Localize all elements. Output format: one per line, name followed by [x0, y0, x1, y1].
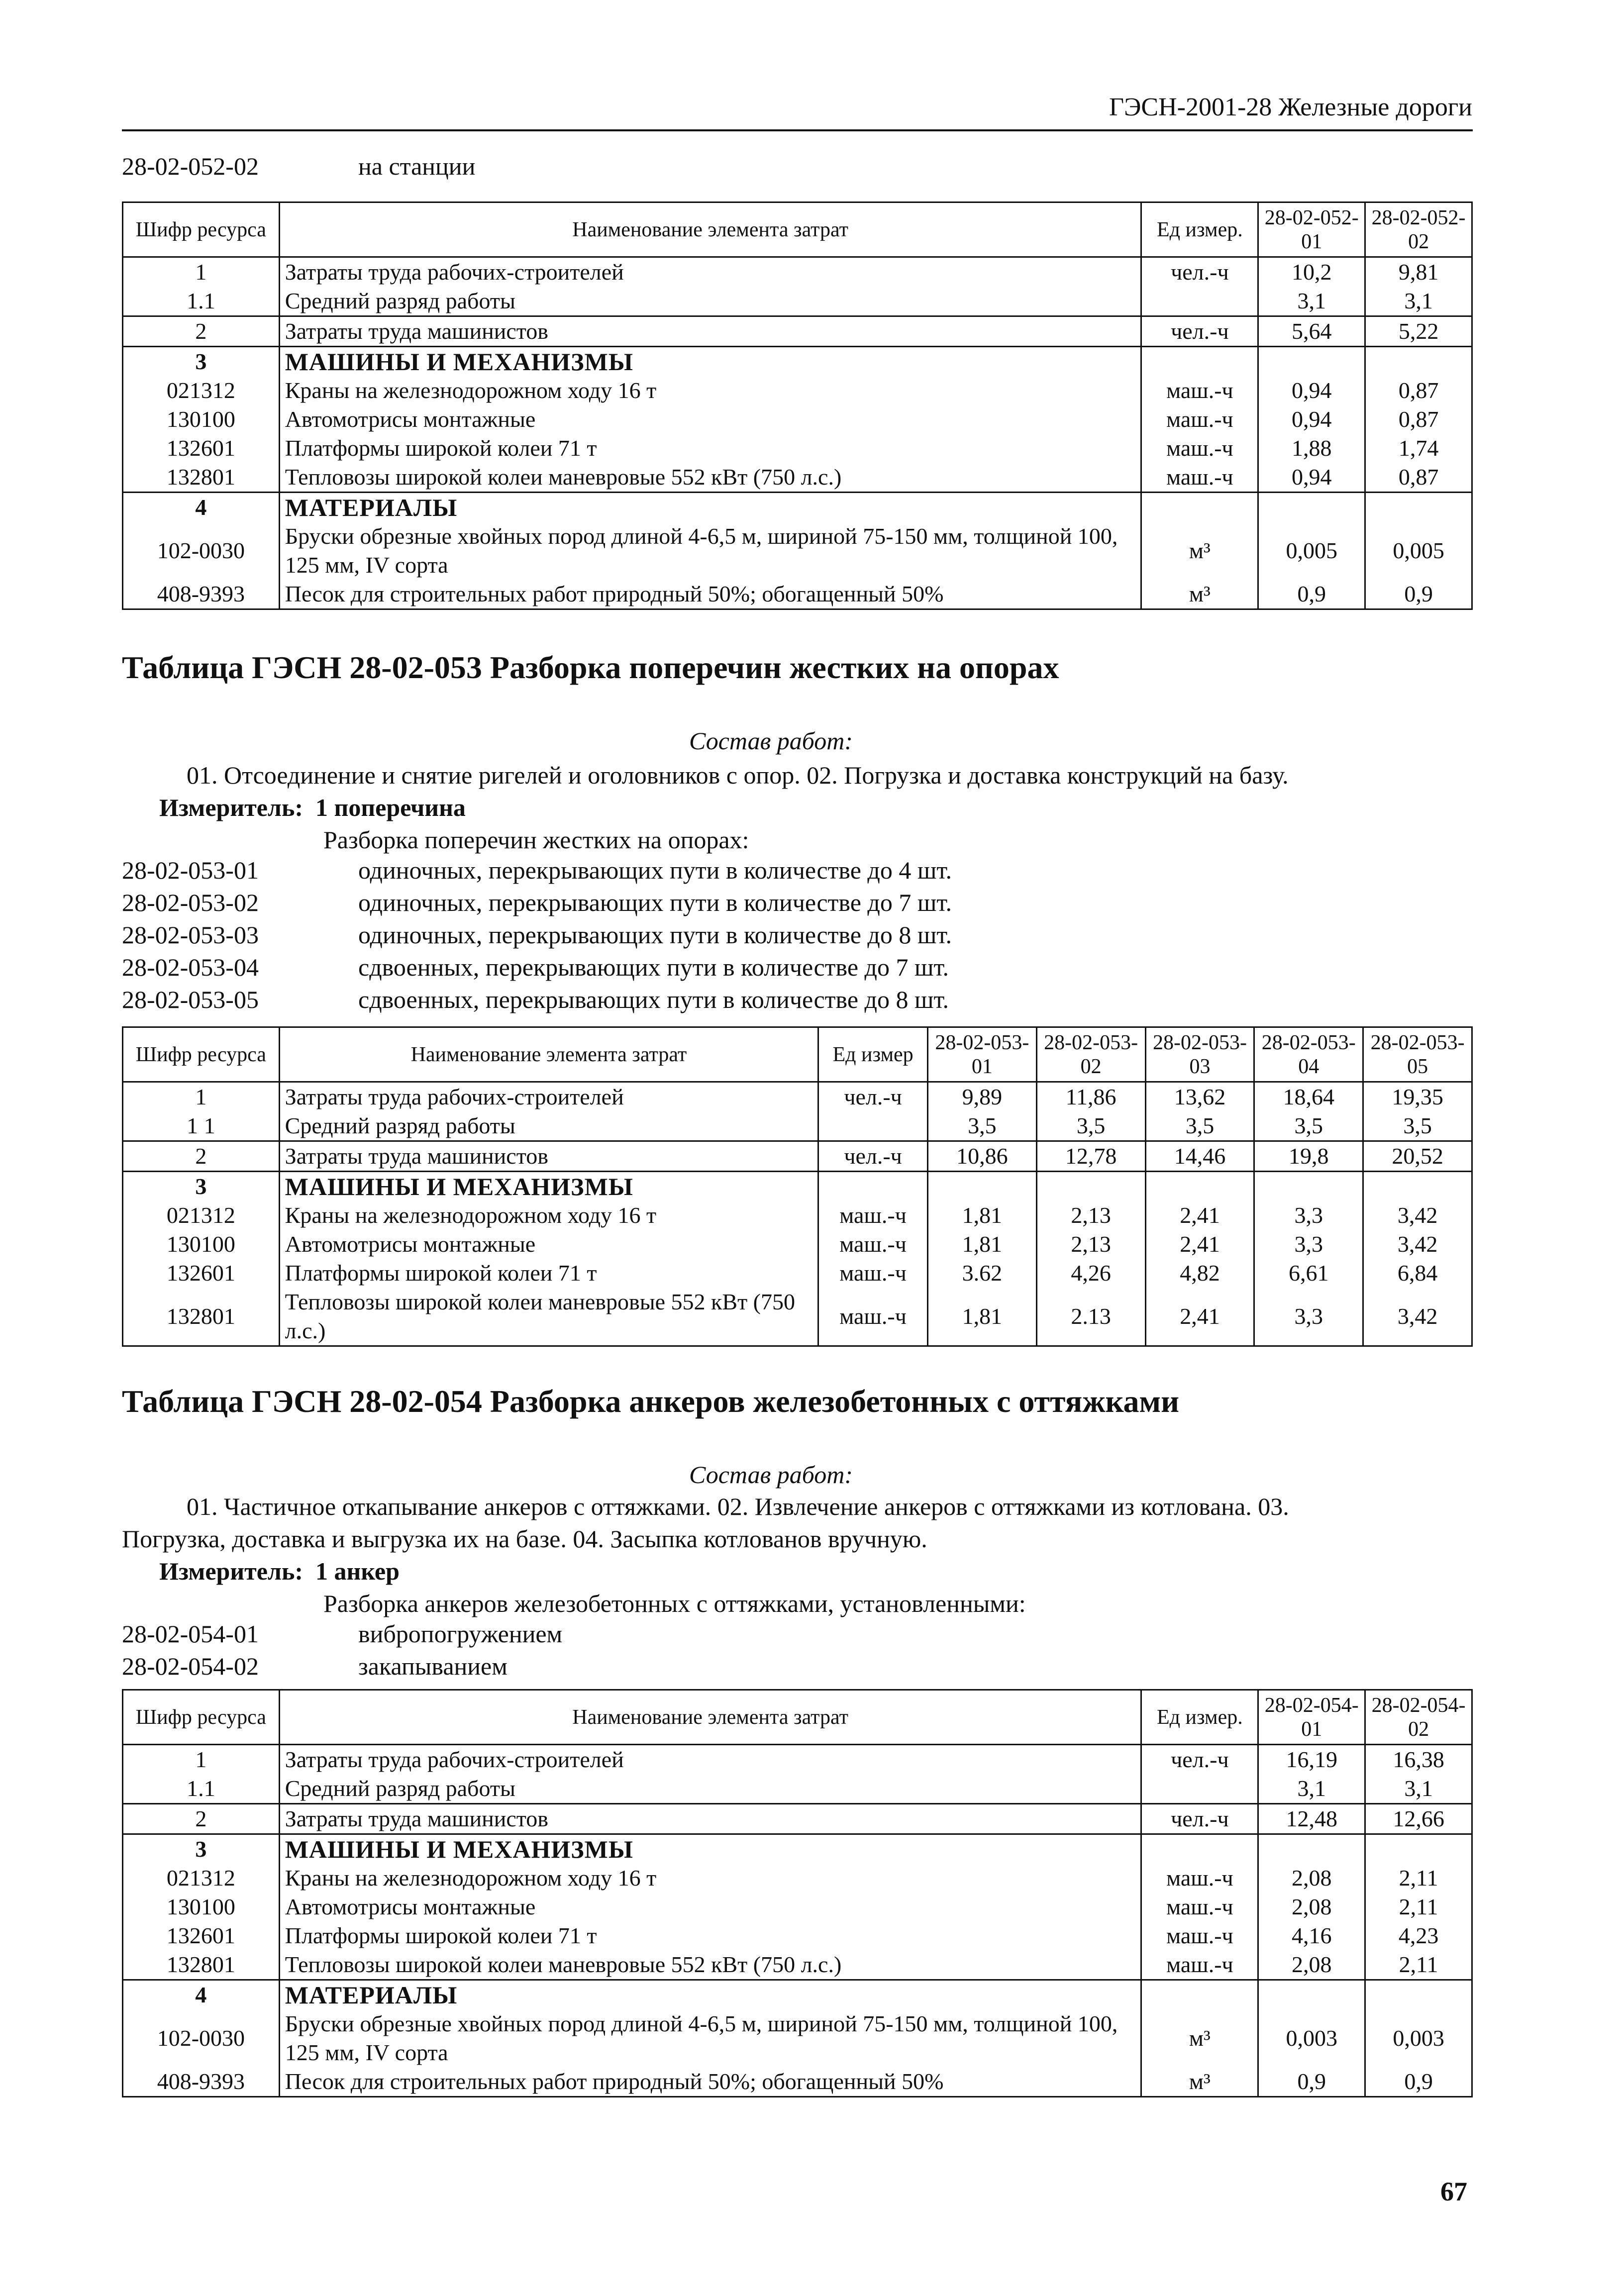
cell-value: 2,08	[1258, 1864, 1365, 1893]
col-header-054-01: 28-02-054-01	[1258, 1690, 1365, 1745]
cell-unit: м³	[1141, 2009, 1258, 2067]
cell-code: 132601	[123, 1921, 280, 1950]
table-row	[123, 1980, 1472, 2010]
item-code: 28-02-053-01	[122, 856, 259, 884]
cell-name: Затраты труда машинистов	[279, 1804, 1141, 1834]
cell-unit: маш.-ч	[1141, 1893, 1258, 1921]
cell-value: 3.62	[927, 1259, 1036, 1288]
cell-value: 18,64	[1254, 1082, 1363, 1112]
cell-value: 6,84	[1363, 1259, 1472, 1288]
table-row	[123, 1804, 1472, 1834]
cell-unit: маш.-ч	[1141, 434, 1258, 463]
cell-value: 12,48	[1258, 1804, 1365, 1834]
cell-value: 0,9	[1365, 2067, 1472, 2097]
cell-name: Бруски обрезные хвойных пород длиной 4-6,5 м, шириной 75-150 мм, толщиной 100, 125 мм, IV сорта	[279, 522, 1141, 580]
cell-value: 0,9	[1258, 580, 1365, 609]
cell-name: МАШИНЫ И МЕХАНИЗМЫ	[279, 347, 1141, 377]
item-text: вибропогружением	[358, 1620, 563, 1648]
cell-code: 2	[123, 316, 280, 347]
table-row	[123, 1893, 1472, 1921]
cell-value: 16,38	[1365, 1745, 1472, 1775]
col-header-unit: Ед измер.	[1141, 1690, 1258, 1745]
cell-code: 1	[123, 1082, 280, 1112]
cell-value: 0,005	[1365, 522, 1472, 580]
cell-value	[1145, 1172, 1254, 1201]
table-row	[123, 1111, 1472, 1141]
cell-unit: чел.-ч	[1141, 257, 1258, 287]
col-header-053-04: 28-02-053-04	[1254, 1027, 1363, 1082]
meter-label: Измеритель:	[159, 1557, 304, 1585]
table-row	[123, 434, 1472, 463]
cell-name: МАТЕРИАЛЫ	[279, 493, 1141, 522]
table-row	[123, 1141, 1472, 1172]
cell-code: 3	[123, 347, 280, 377]
meter-value: 1 поперечина	[315, 794, 466, 821]
cell-name: Средний разряд работы	[279, 1774, 1141, 1804]
cell-code: 2	[123, 1804, 280, 1834]
table-row	[123, 1834, 1472, 1864]
cell-value: 3,5	[1363, 1111, 1472, 1141]
col-header-053-02: 28-02-053-02	[1036, 1027, 1145, 1082]
col-header-code: Шифр ресурса	[123, 1690, 280, 1745]
table-row	[123, 1259, 1472, 1288]
cell-name: Краны на железнодорожном ходу 16 т	[279, 376, 1141, 405]
cell-name: Песок для строительных работ природный 50%; обогащенный 50%	[279, 580, 1141, 609]
col-header-054-02: 28-02-054-02	[1365, 1690, 1472, 1745]
col-header-code: Шифр ресурса	[123, 202, 280, 257]
cell-code: 132801	[123, 463, 280, 493]
cell-value	[1258, 1980, 1365, 2010]
table-row	[123, 1950, 1472, 1980]
cell-unit: маш.-ч	[1141, 405, 1258, 434]
cell-unit: маш.-ч	[1141, 1864, 1258, 1893]
table-row	[123, 316, 1472, 347]
item-code: 28-02-054-02	[122, 1652, 259, 1680]
table-row	[123, 287, 1472, 316]
top-section-code: 28-02-052-02	[122, 152, 259, 180]
work-composition-label: Состав работ:	[689, 1461, 853, 1489]
cell-code: 132601	[123, 1259, 280, 1288]
cell-value: 3,42	[1363, 1201, 1472, 1230]
cell-value: 2,13	[1036, 1230, 1145, 1259]
cell-value: 4,26	[1036, 1259, 1145, 1288]
cell-unit: чел.-ч	[1141, 316, 1258, 347]
cell-name: Тепловозы широкой колеи маневровые 552 кВт (750 л.с.)	[279, 463, 1141, 493]
table-row	[123, 1201, 1472, 1230]
item-text: одиночных, перекрывающих пути в количестве до 4 шт.	[358, 856, 952, 884]
cell-value: 6,61	[1254, 1259, 1363, 1288]
cell-value: 3,42	[1363, 1230, 1472, 1259]
work-composition-text-2: Погрузка, доставка и выгрузка их на базе. 04. Засыпка котлованов вручную.	[122, 1525, 927, 1553]
table-row	[123, 1774, 1472, 1804]
resource-table-053	[122, 1026, 1473, 1347]
cell-unit: маш.-ч	[1141, 463, 1258, 493]
cell-value: 3,1	[1258, 1774, 1365, 1804]
cell-code: 102-0030	[123, 522, 280, 580]
table-title-054: Таблица ГЭСН 28-02-054 Разборка анкеров железобетонных с оттяжками	[122, 1384, 1179, 1419]
col-header-053-05: 28-02-053-05	[1363, 1027, 1472, 1082]
cell-value: 1,81	[927, 1201, 1036, 1230]
cell-value: 2,11	[1365, 1950, 1472, 1980]
cell-value: 0,87	[1365, 463, 1472, 493]
cell-code: 132801	[123, 1288, 280, 1346]
resource-table-054	[122, 1689, 1473, 2097]
cell-unit: маш.-ч	[1141, 1950, 1258, 1980]
cell-name: Краны на железнодорожном ходу 16 т	[279, 1201, 818, 1230]
cell-name: Затраты труда машинистов	[279, 316, 1141, 347]
table-row	[123, 2009, 1472, 2067]
cell-value: 3,5	[1145, 1111, 1254, 1141]
cell-value: 0,94	[1258, 376, 1365, 405]
item-text: одиночных, перекрывающих пути в количестве до 7 шт.	[358, 889, 952, 916]
running-header: ГЭСН-2001-28 Железные дороги	[1109, 93, 1472, 121]
cell-name: Платформы широкой колеи 71 т	[279, 434, 1141, 463]
cell-unit: маш.-ч	[1141, 376, 1258, 405]
item-text: одиночных, перекрывающих пути в количестве до 8 шт.	[358, 921, 952, 949]
table-row	[123, 257, 1472, 287]
cell-value: 0,9	[1258, 2067, 1365, 2097]
cell-unit: чел.-ч	[1141, 1804, 1258, 1834]
cell-name: Песок для строительных работ природный 50%; обогащенный 50%	[279, 2067, 1141, 2097]
cell-value: 1,74	[1365, 434, 1472, 463]
meter-value: 1 анкер	[315, 1557, 400, 1585]
cell-value: 5,64	[1258, 316, 1365, 347]
cell-value: 2,11	[1365, 1893, 1472, 1921]
cell-value: 3,5	[1254, 1111, 1363, 1141]
cell-value: 10,2	[1258, 257, 1365, 287]
cell-unit	[1141, 347, 1258, 377]
meter-label: Измеритель:	[159, 794, 304, 821]
table-row	[123, 580, 1472, 609]
cell-value	[1258, 347, 1365, 377]
table-row	[123, 2067, 1472, 2097]
cell-value: 11,86	[1036, 1082, 1145, 1112]
cell-value: 20,52	[1363, 1141, 1472, 1172]
cell-value: 19,35	[1363, 1082, 1472, 1112]
cell-value	[1365, 1834, 1472, 1864]
cell-code: 1	[123, 1745, 280, 1775]
cell-name: Затраты труда рабочих-строителей	[279, 257, 1141, 287]
cell-name: Автомотрисы монтажные	[279, 405, 1141, 434]
cell-unit: м³	[1141, 580, 1258, 609]
cell-value: 0,94	[1258, 463, 1365, 493]
table-row	[123, 405, 1472, 434]
section-intro: Разборка поперечин жестких на опорах:	[323, 826, 749, 854]
cell-value: 0,003	[1258, 2009, 1365, 2067]
table-row	[123, 1172, 1472, 1201]
cell-value	[1036, 1172, 1145, 1201]
cell-name: Тепловозы широкой колеи маневровые 552 кВт (750 л.с.)	[279, 1950, 1141, 1980]
cell-name: Тепловозы широкой колеи маневровые 552 кВт (750 л.с.)	[279, 1288, 818, 1346]
col-header-code: Шифр ресурса	[123, 1027, 280, 1082]
cell-name: Затраты труда рабочих-строителей	[279, 1082, 818, 1112]
table-row	[123, 1921, 1472, 1950]
cell-code: 102-0030	[123, 2009, 280, 2067]
section-intro: Разборка анкеров железобетонных с оттяжками, установленными:	[323, 1590, 1026, 1617]
cell-value: 3,1	[1365, 287, 1472, 316]
item-text: сдвоенных, перекрывающих пути в количестве до 8 шт.	[358, 986, 949, 1013]
table-row	[123, 1864, 1472, 1893]
cell-code: 408-9393	[123, 580, 280, 609]
cell-value	[927, 1172, 1036, 1201]
cell-unit: маш.-ч	[818, 1201, 928, 1230]
cell-value: 2,11	[1365, 1864, 1472, 1893]
cell-value: 19,8	[1254, 1141, 1363, 1172]
cell-value: 0,003	[1365, 2009, 1472, 2067]
cell-name: Средний разряд работы	[279, 287, 1141, 316]
cell-value	[1363, 1172, 1472, 1201]
item-text: сдвоенных, перекрывающих пути в количестве до 7 шт.	[358, 953, 949, 981]
resource-table-052	[122, 201, 1473, 610]
cell-name: Платформы широкой колеи 71 т	[279, 1259, 818, 1288]
cell-code: 021312	[123, 376, 280, 405]
cell-name: Автомотрисы монтажные	[279, 1230, 818, 1259]
item-code: 28-02-054-01	[122, 1620, 259, 1648]
cell-code: 132801	[123, 1950, 280, 1980]
table-row	[123, 1230, 1472, 1259]
cell-value: 0,94	[1258, 405, 1365, 434]
cell-value: 4,23	[1365, 1921, 1472, 1950]
cell-value: 3,3	[1254, 1230, 1363, 1259]
cell-value: 2,13	[1036, 1201, 1145, 1230]
cell-unit: чел.-ч	[1141, 1745, 1258, 1775]
table-row	[123, 493, 1472, 522]
col-header-unit: Ед измер.	[1141, 202, 1258, 257]
table-row	[123, 463, 1472, 493]
table-row	[123, 1288, 1472, 1346]
cell-value: 2.13	[1036, 1288, 1145, 1346]
cell-code: 408-9393	[123, 2067, 280, 2097]
cell-code: 021312	[123, 1864, 280, 1893]
cell-unit: маш.-ч	[818, 1230, 928, 1259]
col-header-053-01: 28-02-053-01	[927, 1027, 1036, 1082]
cell-name: МАТЕРИАЛЫ	[279, 1980, 1141, 2010]
cell-unit: чел.-ч	[818, 1082, 928, 1112]
cell-value: 9,89	[927, 1082, 1036, 1112]
col-header-053-03: 28-02-053-03	[1145, 1027, 1254, 1082]
item-code: 28-02-053-05	[122, 986, 259, 1013]
meter-line	[159, 791, 466, 824]
cell-value: 1,81	[927, 1230, 1036, 1259]
cell-code: 3	[123, 1172, 280, 1201]
cell-unit	[1141, 1834, 1258, 1864]
cell-unit: м³	[1141, 522, 1258, 580]
table-row	[123, 522, 1472, 580]
cell-name: Краны на железнодорожном ходу 16 т	[279, 1864, 1141, 1893]
cell-value: 2,08	[1258, 1893, 1365, 1921]
cell-code: 3	[123, 1834, 280, 1864]
cell-unit	[1141, 287, 1258, 316]
cell-value: 0,87	[1365, 405, 1472, 434]
cell-value: 0,9	[1365, 580, 1472, 609]
cell-value: 3,1	[1258, 287, 1365, 316]
cell-code: 130100	[123, 1893, 280, 1921]
cell-value: 2,41	[1145, 1230, 1254, 1259]
cell-value	[1365, 493, 1472, 522]
cell-unit: чел.-ч	[818, 1141, 928, 1172]
work-composition-text-1: 01. Частичное откапывание анкеров с оттяжками. 02. Извлечение анкеров с оттяжками из котлована. 03.	[187, 1493, 1289, 1520]
cell-name: Платформы широкой колеи 71 т	[279, 1921, 1141, 1950]
cell-unit: маш.-ч	[818, 1288, 928, 1346]
top-section-text: на станции	[358, 152, 476, 180]
cell-value: 0,87	[1365, 376, 1472, 405]
cell-value: 4,16	[1258, 1921, 1365, 1950]
cell-value: 14,46	[1145, 1141, 1254, 1172]
cell-value: 3,3	[1254, 1201, 1363, 1230]
cell-name: МАШИНЫ И МЕХАНИЗМЫ	[279, 1172, 818, 1201]
page-number: 67	[1440, 2177, 1467, 2206]
cell-value	[1365, 1980, 1472, 2010]
col-header-name: Наименование элемента затрат	[279, 1690, 1141, 1745]
table-row	[123, 347, 1472, 377]
cell-value	[1258, 1834, 1365, 1864]
col-header-name: Наименование элемента затрат	[279, 1027, 818, 1082]
item-code: 28-02-053-03	[122, 921, 259, 949]
work-composition-text: 01. Отсоединение и снятие ригелей и оголовников с опор. 02. Погрузка и доставка конструкций на базу.	[187, 761, 1289, 789]
cell-value: 1,88	[1258, 434, 1365, 463]
cell-value: 3,5	[927, 1111, 1036, 1141]
col-header-name: Наименование элемента затрат	[279, 202, 1141, 257]
cell-unit: маш.-ч	[818, 1259, 928, 1288]
cell-name: Затраты труда машинистов	[279, 1141, 818, 1172]
cell-name: Средний разряд работы	[279, 1111, 818, 1141]
cell-code: 1.1	[123, 287, 280, 316]
cell-value: 2,41	[1145, 1288, 1254, 1346]
cell-name: МАШИНЫ И МЕХАНИЗМЫ	[279, 1834, 1141, 1864]
cell-unit	[818, 1172, 928, 1201]
cell-value: 1,81	[927, 1288, 1036, 1346]
cell-value: 3,3	[1254, 1288, 1363, 1346]
header-rule	[122, 129, 1473, 131]
table-title-053: Таблица ГЭСН 28-02-053 Разборка поперечин жестких на опорах	[122, 650, 1059, 685]
table-row	[123, 1745, 1472, 1775]
cell-value: 2,08	[1258, 1950, 1365, 1980]
table-row	[123, 1082, 1472, 1112]
cell-unit	[818, 1111, 928, 1141]
cell-value	[1258, 493, 1365, 522]
cell-code: 132601	[123, 434, 280, 463]
table-row	[123, 376, 1472, 405]
col-header-unit: Ед измер	[818, 1027, 928, 1082]
cell-unit	[1141, 1774, 1258, 1804]
cell-name: Затраты труда рабочих-строителей	[279, 1745, 1141, 1775]
cell-value: 12,66	[1365, 1804, 1472, 1834]
cell-value: 10,86	[927, 1141, 1036, 1172]
cell-code: 4	[123, 1980, 280, 2010]
cell-code: 2	[123, 1141, 280, 1172]
cell-unit	[1141, 493, 1258, 522]
cell-code: 021312	[123, 1201, 280, 1230]
cell-value: 13,62	[1145, 1082, 1254, 1112]
cell-value: 3,5	[1036, 1111, 1145, 1141]
cell-value: 12,78	[1036, 1141, 1145, 1172]
item-text: закапыванием	[358, 1652, 508, 1680]
cell-code: 1	[123, 257, 280, 287]
cell-value	[1365, 347, 1472, 377]
cell-code: 130100	[123, 405, 280, 434]
cell-unit: м³	[1141, 2067, 1258, 2097]
cell-value: 9,81	[1365, 257, 1472, 287]
meter-line	[159, 1555, 400, 1588]
cell-value: 5,22	[1365, 316, 1472, 347]
cell-unit: маш.-ч	[1141, 1921, 1258, 1950]
col-header-052-01: 28-02-052-01	[1258, 202, 1365, 257]
cell-value: 2,41	[1145, 1201, 1254, 1230]
col-header-052-02: 28-02-052-02	[1365, 202, 1472, 257]
cell-code: 1 1	[123, 1111, 280, 1141]
cell-name: Бруски обрезные хвойных пород длиной 4-6,5 м, шириной 75-150 мм, толщиной 100, 125 мм, IV сорта	[279, 2009, 1141, 2067]
item-code: 28-02-053-02	[122, 889, 259, 916]
cell-name: Автомотрисы монтажные	[279, 1893, 1141, 1921]
cell-code: 130100	[123, 1230, 280, 1259]
cell-unit	[1141, 1980, 1258, 2010]
item-code: 28-02-053-04	[122, 953, 259, 981]
cell-code: 1.1	[123, 1774, 280, 1804]
cell-value: 3,1	[1365, 1774, 1472, 1804]
cell-value	[1254, 1172, 1363, 1201]
cell-value: 3,42	[1363, 1288, 1472, 1346]
work-composition-label: Состав работ:	[689, 727, 853, 755]
cell-value: 16,19	[1258, 1745, 1365, 1775]
cell-value: 0,005	[1258, 522, 1365, 580]
cell-value: 4,82	[1145, 1259, 1254, 1288]
cell-code: 4	[123, 493, 280, 522]
